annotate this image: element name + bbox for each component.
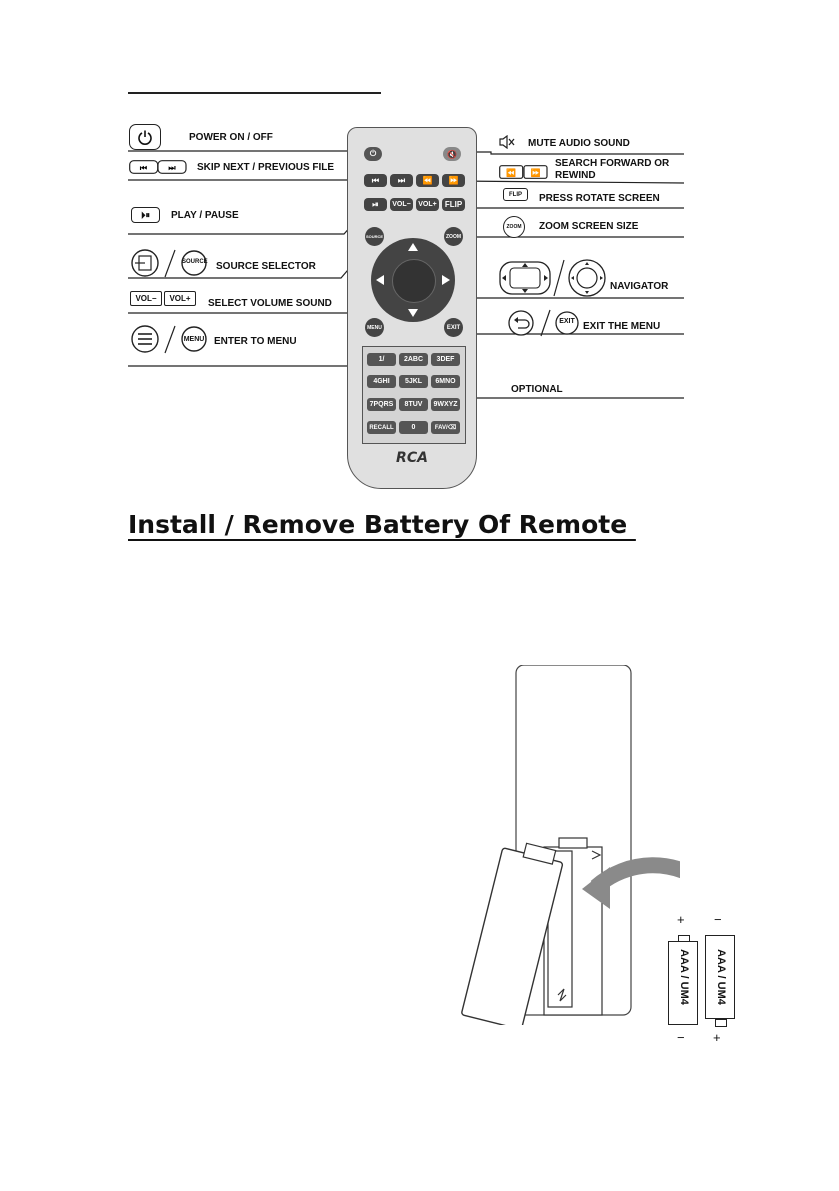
next-button[interactable]: ⏭ — [390, 174, 413, 187]
rewind-button[interactable]: ⏪ — [416, 174, 439, 187]
nav-arrows — [371, 238, 455, 322]
forward-button[interactable]: ⏩ — [442, 174, 465, 187]
play-pause-icon: ⏵⏸ — [131, 207, 160, 223]
battery-illustration — [440, 665, 680, 1025]
svg-text:⏩: ⏩ — [530, 168, 541, 178]
search-icon — [499, 165, 549, 179]
battery-right — [705, 935, 735, 1025]
label-optional: OPTIONAL — [511, 384, 563, 395]
exit-button[interactable]: EXIT — [444, 318, 463, 337]
key-8[interactable]: 8TUV — [399, 398, 428, 411]
zoom-icon: ZOOM — [503, 216, 525, 238]
label-zoom: ZOOM SCREEN SIZE — [539, 221, 639, 232]
label-skip: SKIP NEXT / PREVIOUS FILE — [197, 162, 335, 173]
flip-button[interactable]: FLIP — [442, 198, 465, 211]
play-pause-button[interactable]: ⏯ — [364, 198, 387, 211]
label-search-1: SEARCH FORWARD OR — [555, 158, 670, 169]
key-7[interactable]: 7PQRS — [367, 398, 396, 411]
vol-plus-icon: VOL+ — [164, 291, 196, 306]
source-icon-text: SOURCE — [182, 259, 208, 265]
key-4[interactable]: 4GHI — [367, 375, 396, 388]
key-9[interactable]: 9WXYZ — [431, 398, 460, 411]
label-menu: ENTER TO MENU — [214, 336, 297, 347]
battery-left-type: AAA / UM4 — [678, 949, 690, 1005]
key-3[interactable]: 3DEF — [431, 353, 460, 366]
key-6[interactable]: 6MNO — [431, 375, 460, 388]
exit-icon-text: EXIT — [559, 318, 575, 325]
navigator-icons — [498, 258, 608, 298]
menu-icon-text: MENU — [183, 336, 205, 343]
label-source: SOURCE SELECTOR — [216, 261, 316, 272]
key-fav[interactable]: FAV/⌫ — [431, 421, 460, 434]
key-0[interactable]: 0 — [399, 421, 428, 434]
svg-text:⏭: ⏭ — [168, 163, 176, 173]
label-power: POWER ON / OFF — [189, 132, 273, 143]
vol-minus-button[interactable]: VOL− — [390, 198, 413, 211]
remote-control — [347, 127, 477, 489]
label-search-2: REWIND — [555, 170, 596, 181]
key-2[interactable]: 2ABC — [399, 353, 428, 366]
label-mute: MUTE AUDIO SOUND — [528, 138, 630, 149]
zoom-button[interactable]: ZOOM — [444, 227, 463, 246]
brand-logo: RCA — [396, 450, 428, 466]
label-play: PLAY / PAUSE — [171, 210, 239, 221]
power-button[interactable]: ⏻ — [364, 147, 382, 161]
label-navigator: NAVIGATOR — [610, 281, 669, 292]
key-1[interactable]: 1/ — [367, 353, 396, 366]
battery-left — [668, 935, 698, 1025]
power-icon — [129, 124, 161, 150]
vol-plus-button[interactable]: VOL+ — [416, 198, 439, 211]
mute-button[interactable]: 🔇 — [443, 147, 461, 161]
flip-icon: FLIP — [503, 188, 528, 201]
battery-right-type: AAA / UM4 — [715, 949, 727, 1005]
menu-button[interactable]: MENU — [365, 318, 384, 337]
mute-icon — [499, 135, 515, 149]
section-title: Install / Remove Battery Of Remote — [128, 510, 636, 539]
battery-right-plus: + — [713, 1030, 721, 1045]
key-recall[interactable]: RECALL — [367, 421, 396, 434]
source-button[interactable]: SOURCE — [365, 227, 384, 246]
skip-icon — [129, 160, 187, 174]
battery-left-plus: + — [677, 912, 685, 927]
prev-button[interactable]: ⏮ — [364, 174, 387, 187]
svg-text:⏮: ⏮ — [139, 163, 148, 173]
numeric-keypad — [362, 346, 466, 444]
vol-minus-icon: VOL− — [130, 291, 162, 306]
nav-ring — [371, 238, 455, 322]
label-rotate: PRESS ROTATE SCREEN — [539, 193, 660, 204]
key-5[interactable]: 5JKL — [399, 375, 428, 388]
label-volume: SELECT VOLUME SOUND — [208, 298, 332, 309]
label-exit: EXIT THE MENU — [583, 321, 661, 332]
svg-text:⏪: ⏪ — [506, 168, 516, 178]
battery-left-minus: − — [677, 1030, 685, 1045]
battery-right-minus: − — [714, 912, 722, 927]
